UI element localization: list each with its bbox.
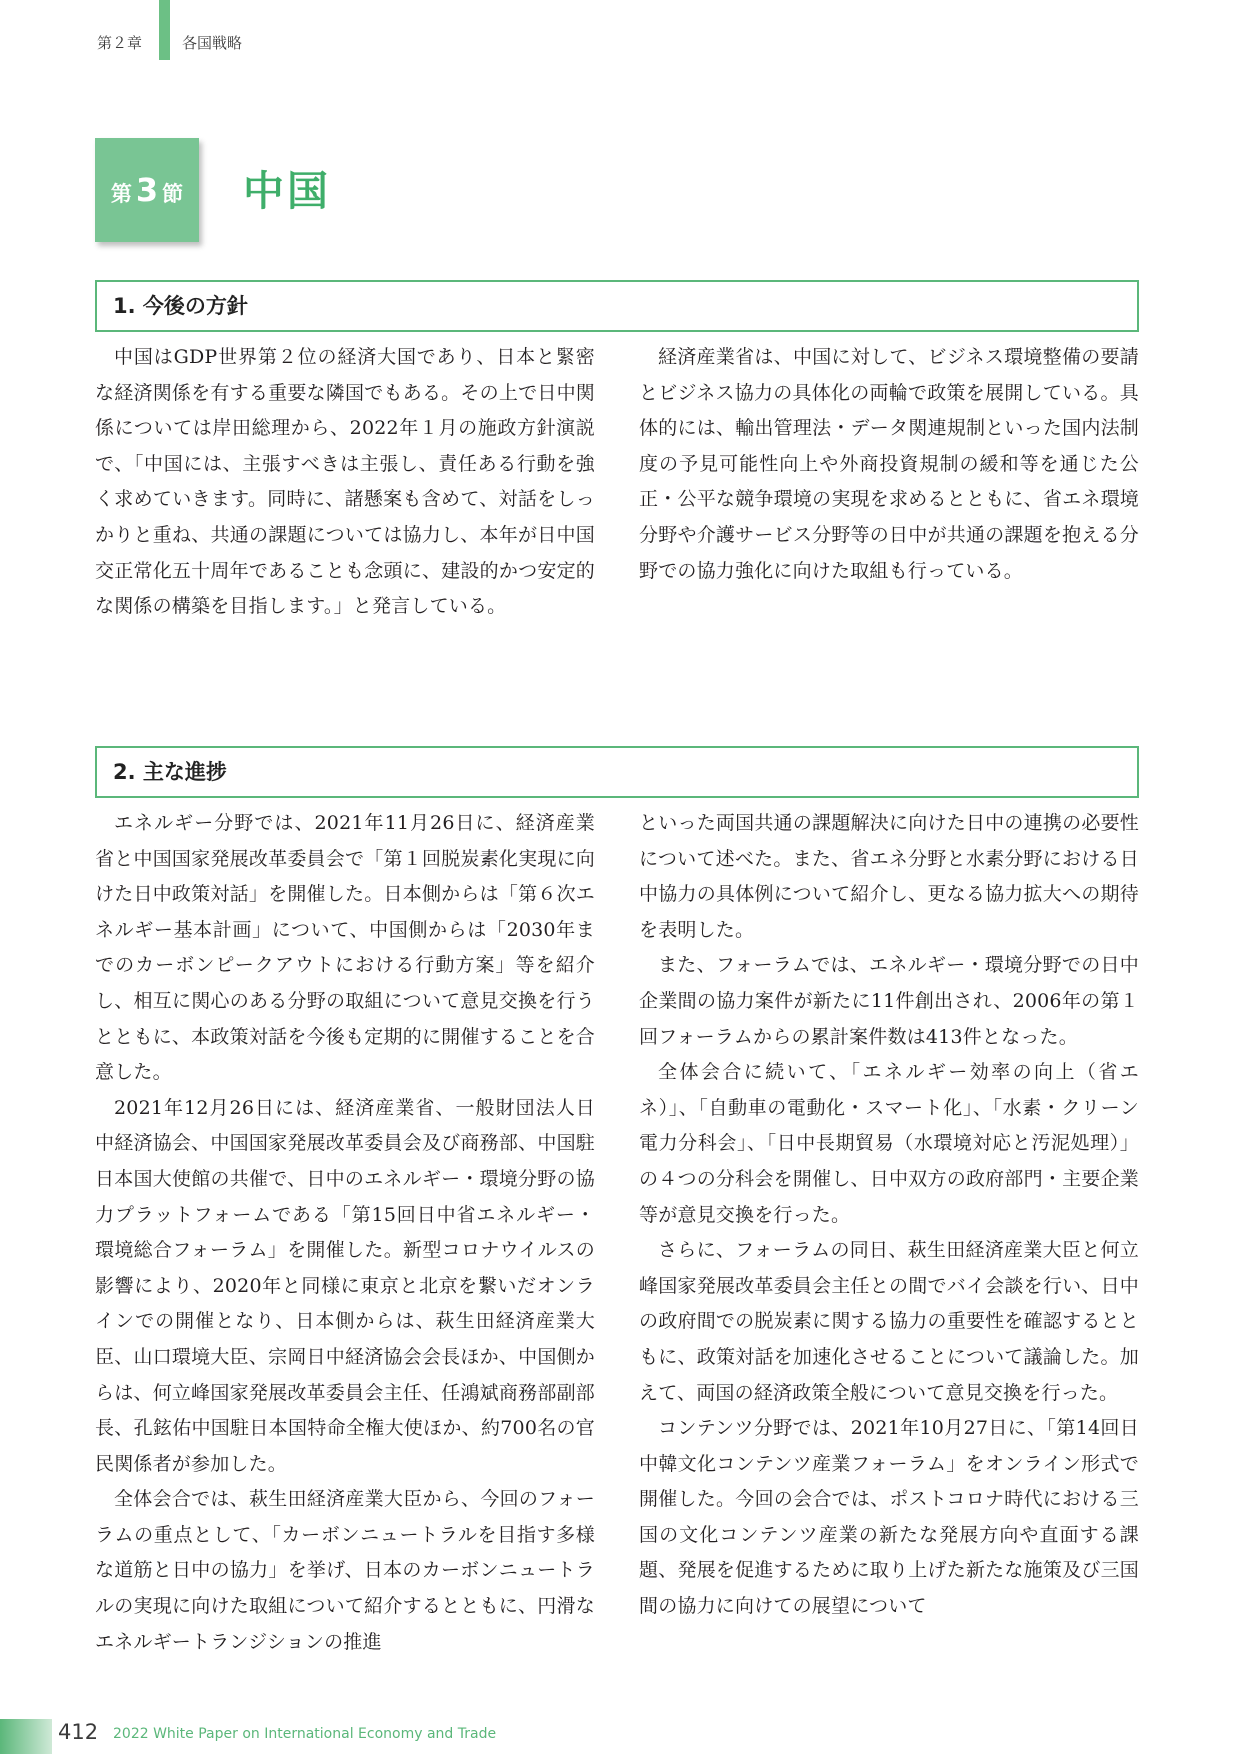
publication-title: 2022 White Paper on International Economy and Trade — [113, 1726, 497, 1742]
page-number: 412 — [58, 1720, 99, 1744]
paragraph: 2021年12月26日には、経済産業省、一般財団法人日中経済協会、中国国家発展改革委員会及び商務部、中国駐日本国大使館の共催で、日中のエネルギー・環境分野の協力プラットフォームである「第15回日中省エネルギー・環境総合フォーラム」を開催した。新型コロナウイルスの影響により、2020年と同様に東京と北京を繋いだオンラインでの開催となり、日本側からは、萩生田経済産業大臣、山口環境大臣、宗岡日中経済協会会長ほか、中国側からは、何立峰国家発展改革委員会主任、任鴻斌商務部副部長、孔鉉佑中国駐日本国特命全権大使ほか、約700名の官民関係者が参加した。 — [95, 1096, 595, 1475]
section-badge-prefix: 第 — [110, 182, 132, 206]
section-title: 中国 — [243, 167, 331, 215]
chapter-label: 第２章 — [97, 34, 143, 52]
heading-policy: 1. 今後の方針 — [95, 280, 1139, 332]
paragraph: コンテンツ分野では、2021年10月27日に、「第14回日中韓文化コンテンツ産業フォーラム」をオンライン形式で開催した。今回の会合では、ポストコロナ時代における三国の文化コンテンツ産業の新たな発展方向や直面する課題、発展を促進するために取り上げた新たな施策及び三国間の協力に向けての展望について — [639, 1417, 1139, 1618]
chapter-marker-bar — [159, 0, 170, 60]
heading-progress: 2. 主な進捗 — [95, 746, 1139, 798]
paragraph: また、フォーラムでは、エネルギー・環境分野での日中企業間の協力案件が新たに11件創出され、2006年の第１回フォーラムからの累計案件数は413件となった。 — [639, 954, 1139, 1048]
paragraph: エネルギー分野では、2021年11月26日に、経済産業省と中国国家発展改革委員会で「第１回脱炭素化実現に向けた日中政策対話」を開催した。日本側からは「第６次エネルギー基本計画」について、中国側からは「2030年までのカーボンピークアウトにおける行動方案」等を紹介し、相互に関心のある分野の取組について意見交換を行うとともに、本政策対話を今後も定期的に開催することを合意した。 — [95, 812, 595, 1084]
paragraph: 全体会合では、萩生田経済産業大臣から、今回のフォーラムの重点として、「カーボンニュートラルを目指す多様な道筋と日中の協力」を挙げ、日本のカーボンニュートラルの実現に向けた取組について紹介するとともに、円滑なエネルギートランジションの推進 — [95, 1488, 595, 1653]
section-badge-suffix: 節 — [162, 182, 184, 206]
paragraph: 全体会合に続いて、「エネルギー効率の向上（省エネ）」、「自動車の電動化・スマート化」、「水素・クリーン電力分科会」、「日中長期貿易（水環境対応と汚泥処理）」の４つの分科会を開催し、日中双方の政府部門・主要企業等が意見交換を行った。 — [639, 1061, 1139, 1226]
paragraph: さらに、フォーラムの同日、萩生田経済産業大臣と何立峰国家発展改革委員会主任との間でバイ会談を行い、日中の政府間での脱炭素に関する協力の重要性を確認するとともに、政策対話を加速化させることについて議論した。加えて、両国の経済政策全般について意見交換を行った。 — [639, 1239, 1139, 1404]
s2-left-column — [95, 806, 595, 1660]
s1-left-column — [95, 340, 595, 625]
s2-right-column — [639, 806, 1139, 1625]
footer-band — [0, 1719, 52, 1754]
chapter-title: 各国戦略 — [182, 34, 243, 52]
section-badge — [95, 138, 199, 242]
paragraph-continued: といった両国共通の課題解決に向けた日中の連携の必要性について述べた。また、省エネ分野と水素分野における日中協力の具体例について紹介し、更なる協力拡大への期待を表明した。 — [639, 812, 1139, 941]
paragraph: 経済産業省は、中国に対して、ビジネス環境整備の要請とビジネス協力の具体化の両輪で政策を展開している。具体的には、輸出管理法・データ関連規制といった国内法制度の予見可能性向上や外商投資規制の緩和等を通じた公正・公平な競争環境の実現を求めるとともに、省エネ環境分野や介護サービス分野等の日中が共通の課題を抱える分野での協力強化に向けた取組も行っている。 — [639, 346, 1139, 582]
section-badge-number: 3 — [135, 171, 159, 209]
paragraph: 中国はGDP世界第２位の経済大国であり、日本と緊密な経済関係を有する重要な隣国でもある。その上で日中関係については岸田総理から、2022年１月の施政方針演説で、「中国には、主張すべきは主張し、責任ある行動を強く求めていきます。同時に、諸懸案も含めて、対話をしっかりと重ね、共通の課題については協力し、本年が日中国交正常化五十周年であることも念頭に、建設的かつ安定的な関係の構築を目指します。」と発言している。 — [95, 346, 595, 618]
s1-right-column — [639, 340, 1139, 589]
